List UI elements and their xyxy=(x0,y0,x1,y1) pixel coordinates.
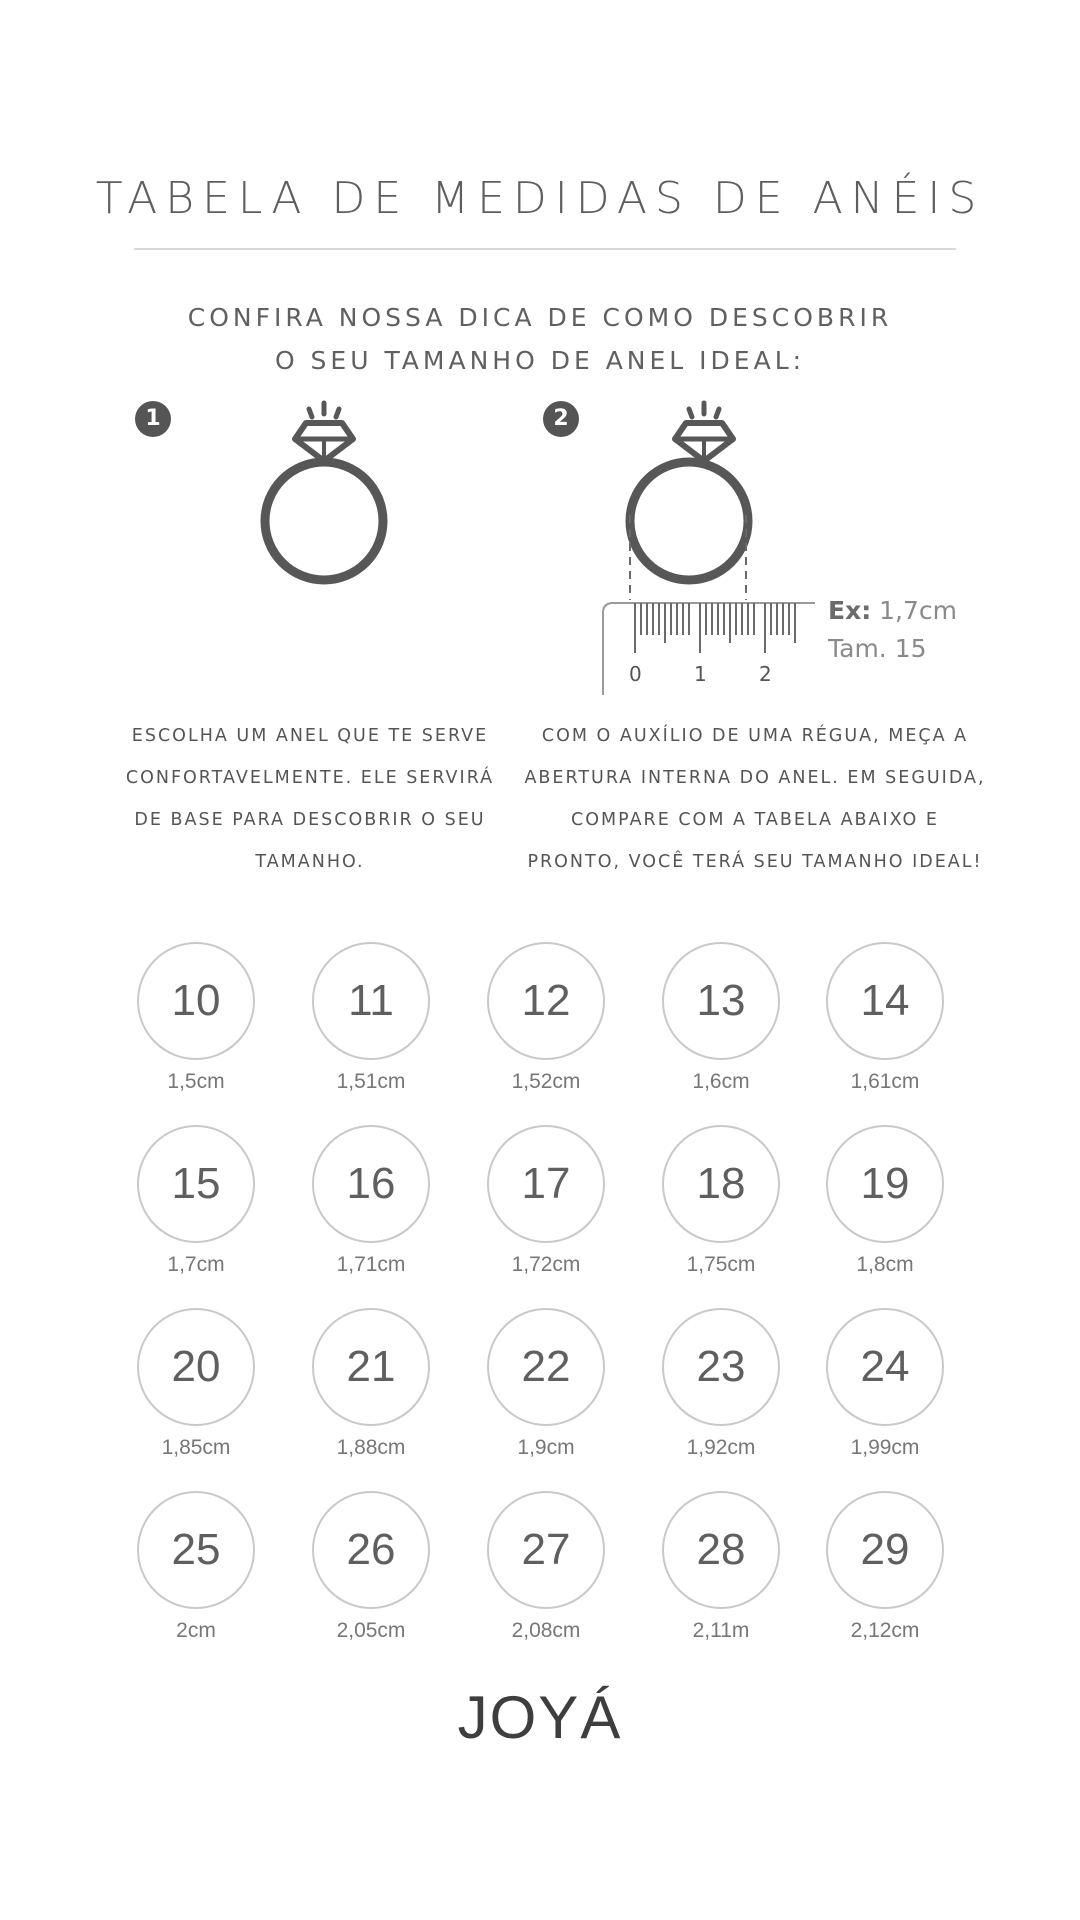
size-item xyxy=(291,1125,451,1277)
size-measure: 2cm xyxy=(176,1619,216,1642)
size-measure: 1,85cm xyxy=(161,1436,231,1459)
size-measure: 2,08cm xyxy=(511,1619,581,1642)
size-number: 29 xyxy=(826,1491,944,1609)
size-measure: 1,72cm xyxy=(511,1253,581,1276)
size-number: 16 xyxy=(312,1125,430,1243)
ring-measure-icon xyxy=(595,395,825,705)
size-number: 18 xyxy=(662,1125,780,1243)
size-number: 20 xyxy=(137,1308,255,1426)
ruler-tick-2: 2 xyxy=(759,662,772,686)
ring-icon xyxy=(250,395,400,590)
ruler-tick-0: 0 xyxy=(629,662,642,686)
title-divider xyxy=(134,248,956,250)
subtitle-line-1: CONFIRA NOSSA DICA DE COMO DESCOBRIR xyxy=(187,303,893,332)
step-1-line-1: ESCOLHA UM ANEL QUE TE SERVE xyxy=(131,726,489,746)
size-number: 25 xyxy=(137,1491,255,1609)
size-number: 23 xyxy=(662,1308,780,1426)
size-measure: 1,61cm xyxy=(850,1070,920,1093)
size-item xyxy=(641,942,801,1094)
size-measure: 1,88cm xyxy=(336,1436,406,1459)
size-item xyxy=(466,1308,626,1460)
size-number: 11 xyxy=(312,942,430,1060)
step-1-line-3: DE BASE PARA DESCOBRIR O SEU xyxy=(134,810,486,830)
size-item xyxy=(641,1125,801,1277)
size-measure: 1,51cm xyxy=(336,1070,406,1093)
size-number: 24 xyxy=(826,1308,944,1426)
step-2-text xyxy=(520,715,990,883)
size-item xyxy=(116,1125,276,1277)
size-number: 13 xyxy=(662,942,780,1060)
size-item xyxy=(805,1491,965,1643)
size-number: 14 xyxy=(826,942,944,1060)
step-2-badge: 2 xyxy=(543,401,579,437)
size-measure: 1,52cm xyxy=(511,1070,581,1093)
step-2-line-2: ABERTURA INTERNA DO ANEL. EM SEGUIDA, xyxy=(524,768,986,788)
size-item xyxy=(641,1308,801,1460)
size-measure: 2,11m xyxy=(692,1619,750,1642)
ruler-tick-1: 1 xyxy=(694,662,707,686)
size-number: 21 xyxy=(312,1308,430,1426)
step-2-line-1: COM O AUXÍLIO DE UMA RÉGUA, MEÇA A xyxy=(541,726,969,746)
size-item xyxy=(466,1125,626,1277)
ruler-example-label: Ex: xyxy=(828,596,872,625)
size-item xyxy=(641,1491,801,1643)
size-item xyxy=(291,942,451,1094)
size-measure: 1,7cm xyxy=(167,1253,225,1276)
brand-logo: JOYÁ xyxy=(457,1684,623,1751)
step-2-line-3: COMPARE COM A TABELA ABAIXO E xyxy=(571,810,939,830)
size-item xyxy=(466,942,626,1094)
step-1-badge: 1 xyxy=(135,401,171,437)
size-measure: 1,71cm xyxy=(336,1253,406,1276)
step-1-text xyxy=(110,715,510,883)
size-measure: 1,99cm xyxy=(850,1436,920,1459)
size-item xyxy=(805,1125,965,1277)
size-number: 27 xyxy=(487,1491,605,1609)
size-item xyxy=(291,1308,451,1460)
size-item xyxy=(466,1491,626,1643)
size-item xyxy=(116,1308,276,1460)
step-2-line-4: PRONTO, VOCÊ TERÁ SEU TAMANHO IDEAL! xyxy=(527,852,983,872)
size-number: 15 xyxy=(137,1125,255,1243)
size-item xyxy=(805,942,965,1094)
size-item xyxy=(291,1491,451,1643)
size-number: 19 xyxy=(826,1125,944,1243)
size-measure: 1,8cm xyxy=(856,1253,914,1276)
subtitle-line-2: O SEU TAMANHO DE ANEL IDEAL: xyxy=(274,346,806,375)
step-1-line-4: TAMANHO. xyxy=(255,852,365,872)
size-measure: 1,5cm xyxy=(167,1070,225,1093)
size-measure: 2,12cm xyxy=(850,1619,920,1642)
size-item xyxy=(116,942,276,1094)
size-number: 17 xyxy=(487,1125,605,1243)
page-title: TABELA DE MEDIDAS DE ANÉIS xyxy=(95,173,985,224)
size-number: 26 xyxy=(312,1491,430,1609)
size-measure: 1,9cm xyxy=(517,1436,575,1459)
size-number: 12 xyxy=(487,942,605,1060)
page-subtitle xyxy=(0,296,1080,382)
ruler-size: Tam. 15 xyxy=(828,634,927,663)
ruler-example xyxy=(828,596,957,625)
size-number: 22 xyxy=(487,1308,605,1426)
size-number: 28 xyxy=(662,1491,780,1609)
ruler-example-value: 1,7cm xyxy=(879,596,958,625)
size-item xyxy=(116,1491,276,1643)
size-measure: 2,05cm xyxy=(336,1619,406,1642)
size-item xyxy=(805,1308,965,1460)
size-measure: 1,6cm xyxy=(692,1070,750,1093)
size-number: 10 xyxy=(137,942,255,1060)
size-measure: 1,92cm xyxy=(686,1436,756,1459)
step-1-line-2: CONFORTAVELMENTE. ELE SERVIRÁ xyxy=(125,768,495,788)
size-measure: 1,75cm xyxy=(686,1253,756,1276)
